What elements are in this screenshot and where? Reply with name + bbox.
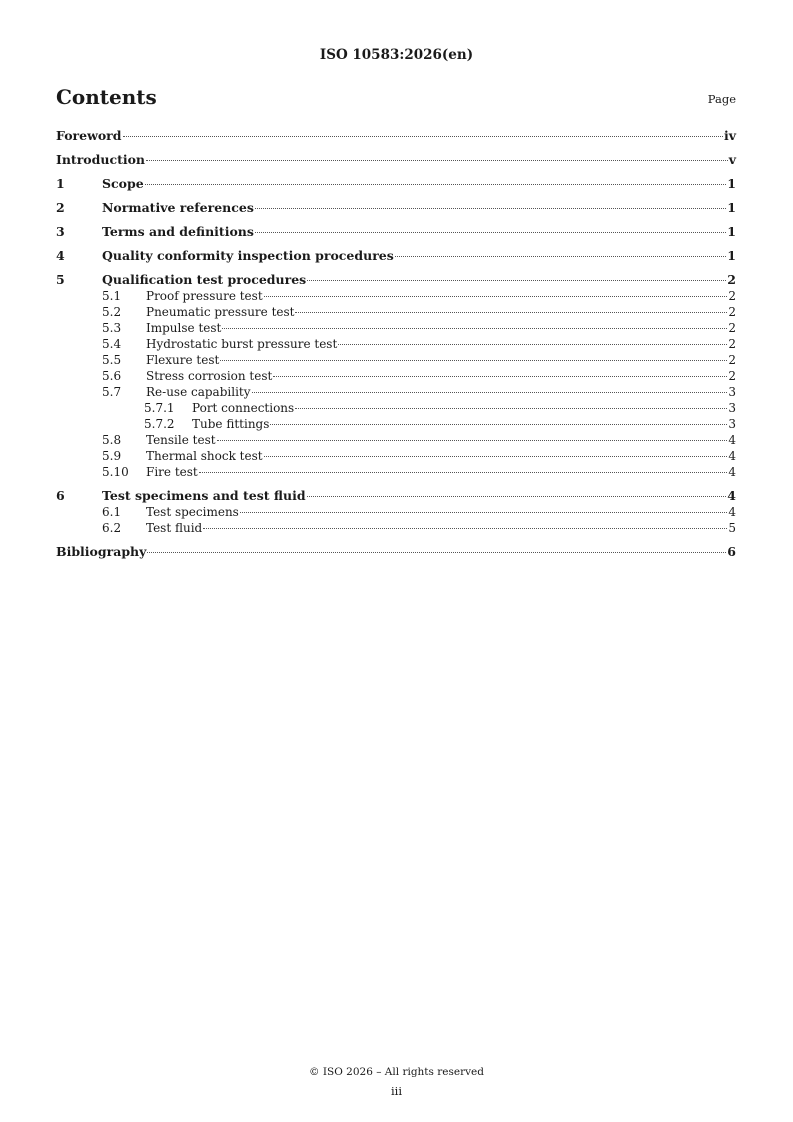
toc-entry-page: iv <box>723 128 736 143</box>
toc-entry[interactable] <box>56 448 736 464</box>
dot-leader <box>338 344 727 345</box>
copyright-footer: © ISO 2026 – All rights reserved <box>309 1066 484 1078</box>
toc-entry-number: 6.1 <box>102 505 122 519</box>
dot-leader <box>123 136 723 137</box>
toc-entry[interactable] <box>56 288 736 304</box>
toc-entry-page: 5 <box>728 521 736 535</box>
toc-entry-title: Port connections <box>192 401 295 415</box>
toc-entry-number: 5 <box>56 272 65 287</box>
toc-entry-title: Tube fittings <box>192 417 270 431</box>
toc-entry-page: 4 <box>728 433 736 447</box>
toc-entry-title: Fire test <box>146 465 198 479</box>
toc-entry-title: Pneumatic pressure test <box>146 305 295 319</box>
dot-leader <box>220 360 727 361</box>
table-of-contents <box>56 128 736 560</box>
toc-entry[interactable] <box>56 152 736 168</box>
toc-entry-page: 2 <box>728 353 736 367</box>
toc-entry-number: 5.5 <box>102 353 122 367</box>
toc-entry-number: 5.7.2 <box>144 417 175 431</box>
toc-entry[interactable] <box>56 304 736 320</box>
toc-entry-title: Tensile test <box>146 433 216 447</box>
toc-entry[interactable] <box>56 544 736 560</box>
toc-entry-page: 4 <box>728 505 736 519</box>
toc-entry-page: 1 <box>727 224 736 239</box>
toc-entry-page: v <box>728 152 736 167</box>
toc-entry-title: Stress corrosion test <box>146 369 273 383</box>
dot-leader <box>264 296 728 297</box>
toc-entry-title: Foreword <box>56 128 122 143</box>
page-number: iii <box>390 1084 403 1098</box>
toc-entry-number: 4 <box>56 248 65 263</box>
toc-entry-page: 3 <box>728 385 736 399</box>
toc-entry-number: 6 <box>56 488 65 503</box>
toc-entry[interactable] <box>56 272 736 288</box>
toc-entry-number: 5.7.1 <box>144 401 175 415</box>
dot-leader <box>147 552 726 553</box>
toc-entry-page: 2 <box>727 272 736 287</box>
toc-entry-number: 5.8 <box>102 433 122 447</box>
toc-entry-title: Bibliography <box>56 544 147 559</box>
toc-entry-title: Test specimens <box>146 505 239 519</box>
toc-entry-page: 2 <box>728 321 736 335</box>
dot-leader <box>252 392 728 393</box>
toc-entry-number: 6.2 <box>102 521 122 535</box>
toc-entry-number: 5.7 <box>102 385 122 399</box>
toc-entry-number: 3 <box>56 224 65 239</box>
toc-entry[interactable] <box>56 128 736 144</box>
toc-entry-title: Qualification test procedures <box>102 272 307 287</box>
toc-entry[interactable] <box>56 224 736 240</box>
toc-entry[interactable] <box>56 432 736 448</box>
toc-entry-number: 5.3 <box>102 321 122 335</box>
dot-leader <box>199 472 728 473</box>
toc-entry[interactable] <box>56 384 736 400</box>
toc-entry-number: 5.10 <box>102 465 129 479</box>
toc-entry[interactable] <box>56 336 736 352</box>
dot-leader <box>264 456 728 457</box>
toc-entry[interactable] <box>56 352 736 368</box>
document-header: ISO 10583:2026(en) <box>319 47 474 63</box>
toc-entry[interactable] <box>56 176 736 192</box>
dot-leader <box>217 440 728 441</box>
toc-entry[interactable] <box>56 488 736 504</box>
toc-entry-number: 5.6 <box>102 369 122 383</box>
toc-entry[interactable] <box>56 200 736 216</box>
toc-entry-title: Re-use capability <box>146 385 251 399</box>
toc-entry-page: 4 <box>727 488 736 503</box>
dot-leader <box>295 408 727 409</box>
toc-entry-page: 6 <box>727 544 736 559</box>
toc-entry-title: Test fluid <box>146 521 203 535</box>
toc-entry-page: 1 <box>727 248 736 263</box>
toc-entry-page: 4 <box>728 465 736 479</box>
toc-entry-page: 1 <box>727 200 736 215</box>
toc-entry-title: Flexure test <box>146 353 220 367</box>
toc-entry[interactable] <box>56 464 736 480</box>
dot-leader <box>270 424 727 425</box>
dot-leader <box>222 328 727 329</box>
toc-entry[interactable] <box>56 416 736 432</box>
toc-entry-number: 5.1 <box>102 289 122 303</box>
toc-entry-page: 1 <box>727 176 736 191</box>
dot-leader <box>273 376 727 377</box>
toc-entry-page: 2 <box>728 305 736 319</box>
toc-entry-title: Thermal shock test <box>146 449 263 463</box>
toc-entry-page: 4 <box>728 449 736 463</box>
toc-entry-title: Proof pressure test <box>146 289 263 303</box>
dot-leader <box>307 496 727 497</box>
toc-entry-page: 2 <box>728 369 736 383</box>
dot-leader <box>255 232 726 233</box>
toc-entry-number: 5.4 <box>102 337 122 351</box>
dot-leader <box>203 528 727 529</box>
toc-entry-title: Introduction <box>56 152 146 167</box>
toc-entry-number: 2 <box>56 200 65 215</box>
dot-leader <box>240 512 728 513</box>
toc-entry[interactable] <box>56 320 736 336</box>
dot-leader <box>295 312 727 313</box>
toc-entry[interactable] <box>56 248 736 264</box>
toc-entry-title: Normative references <box>102 200 254 215</box>
toc-entry-title: Scope <box>102 176 144 191</box>
dot-leader <box>307 280 726 281</box>
dot-leader <box>255 208 726 209</box>
dot-leader <box>146 160 728 161</box>
toc-entry-title: Test specimens and test fluid <box>102 488 306 503</box>
toc-entry-page: 3 <box>728 401 736 415</box>
toc-entry-page: 2 <box>728 337 736 351</box>
contents-heading: Contents <box>56 85 157 109</box>
toc-entry[interactable] <box>56 520 736 536</box>
dot-leader <box>145 184 727 185</box>
toc-entry-title: Terms and definitions <box>102 224 254 239</box>
toc-entry-title: Impulse test <box>146 321 222 335</box>
toc-entry-page: 2 <box>728 289 736 303</box>
dot-leader <box>395 256 727 257</box>
toc-entry-number: 1 <box>56 176 65 191</box>
toc-entry-number: 5.2 <box>102 305 122 319</box>
toc-entry[interactable] <box>56 504 736 520</box>
page-column-label: Page <box>707 92 736 106</box>
toc-entry-number: 5.9 <box>102 449 122 463</box>
toc-entry-title: Hydrostatic burst pressure test <box>146 337 338 351</box>
toc-entry-page: 3 <box>728 417 736 431</box>
toc-entry-title: Quality conformity inspection procedures <box>102 248 394 263</box>
toc-entry[interactable] <box>56 368 736 384</box>
toc-entry[interactable] <box>56 400 736 416</box>
